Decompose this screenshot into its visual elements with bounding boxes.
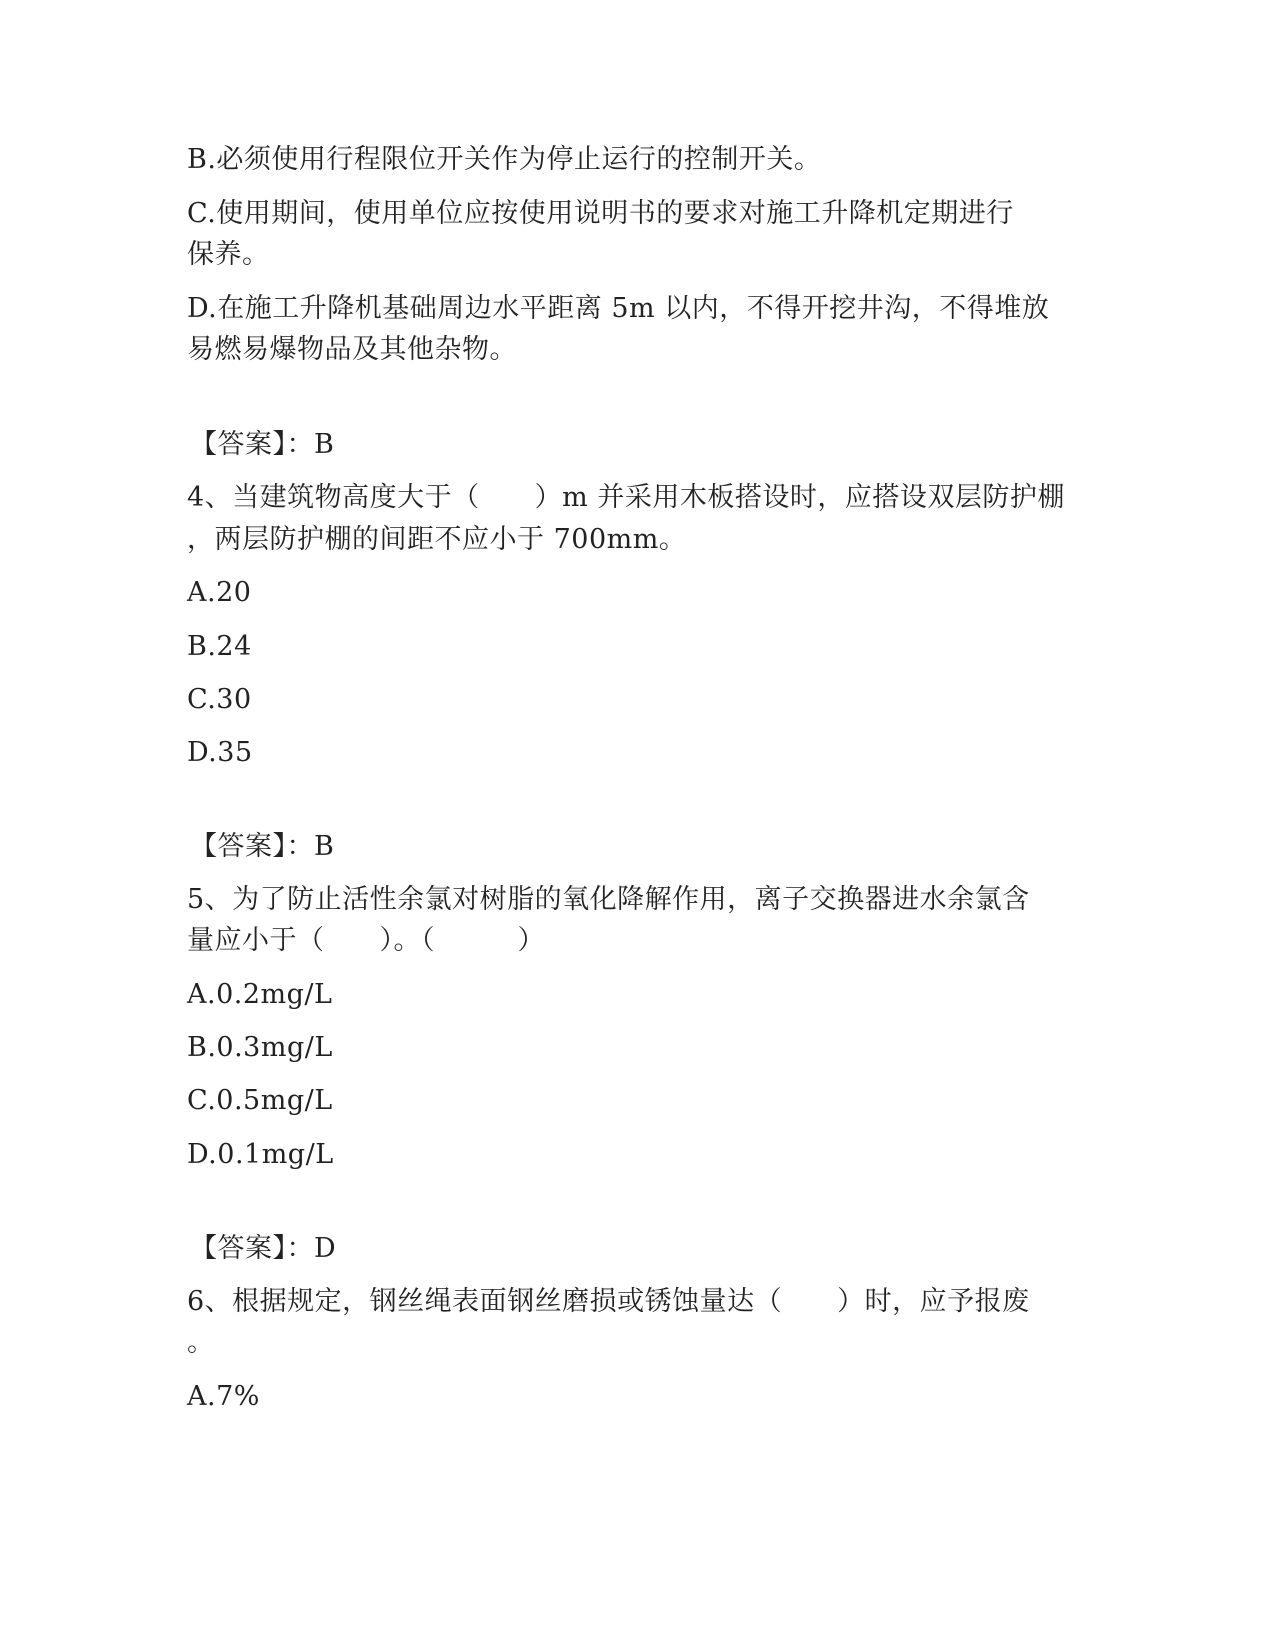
q5-option-a: A.0.2mg/L [187,979,333,1010]
q3-option-b: B.必须使用行程限位开关作为停止运行的控制开关。 [187,144,822,175]
q6-stem-line1: 6、根据规定，钢丝绳表面钢丝磨损或锈蚀量达（ ）时，应予报废 [187,1286,1030,1317]
q4-option-b: B.24 [187,631,252,662]
q4-answer: 【答案】：B [190,831,335,862]
q3-option-c-line1: C.使用期间，使用单位应按使用说明书的要求对施工升降机定期进行 [187,198,1014,229]
q3-answer: 【答案】：B [190,429,335,460]
q4-stem-line1: 4、当建筑物高度大于（ ）m 并采用木板搭设时，应搭设双层防护棚 [187,482,1065,513]
q4-option-d: D.35 [187,737,253,768]
q5-option-d: D.0.1mg/L [187,1139,334,1170]
q5-option-b: B.0.3mg/L [187,1032,333,1063]
q5-stem-line1: 5、为了防止活性余氯对树脂的氧化降解作用，离子交换器进水余氯含 [187,884,1030,915]
q3-option-d-line2: 易燃易爆物品及其他杂物。 [187,334,517,365]
q4-option-a: A.20 [187,577,252,608]
q5-answer: 【答案】：D [190,1233,337,1264]
q5-option-c: C.0.5mg/L [187,1085,333,1116]
q4-stem-line2: ，两层防护棚的间距不应小于 700mm。 [187,524,687,555]
q6-stem-line2: 。 [187,1327,215,1358]
q3-option-d-line1: D.在施工升降机基础周边水平距离 5m 以内，不得开挖井沟，不得堆放 [187,293,1050,324]
q3-option-c-line2: 保养。 [187,239,270,270]
q4-option-c: C.30 [187,684,252,715]
q5-stem-line2: 量应小于（ ）。（ ） [187,925,545,956]
q6-option-a: A.7% [187,1381,260,1412]
